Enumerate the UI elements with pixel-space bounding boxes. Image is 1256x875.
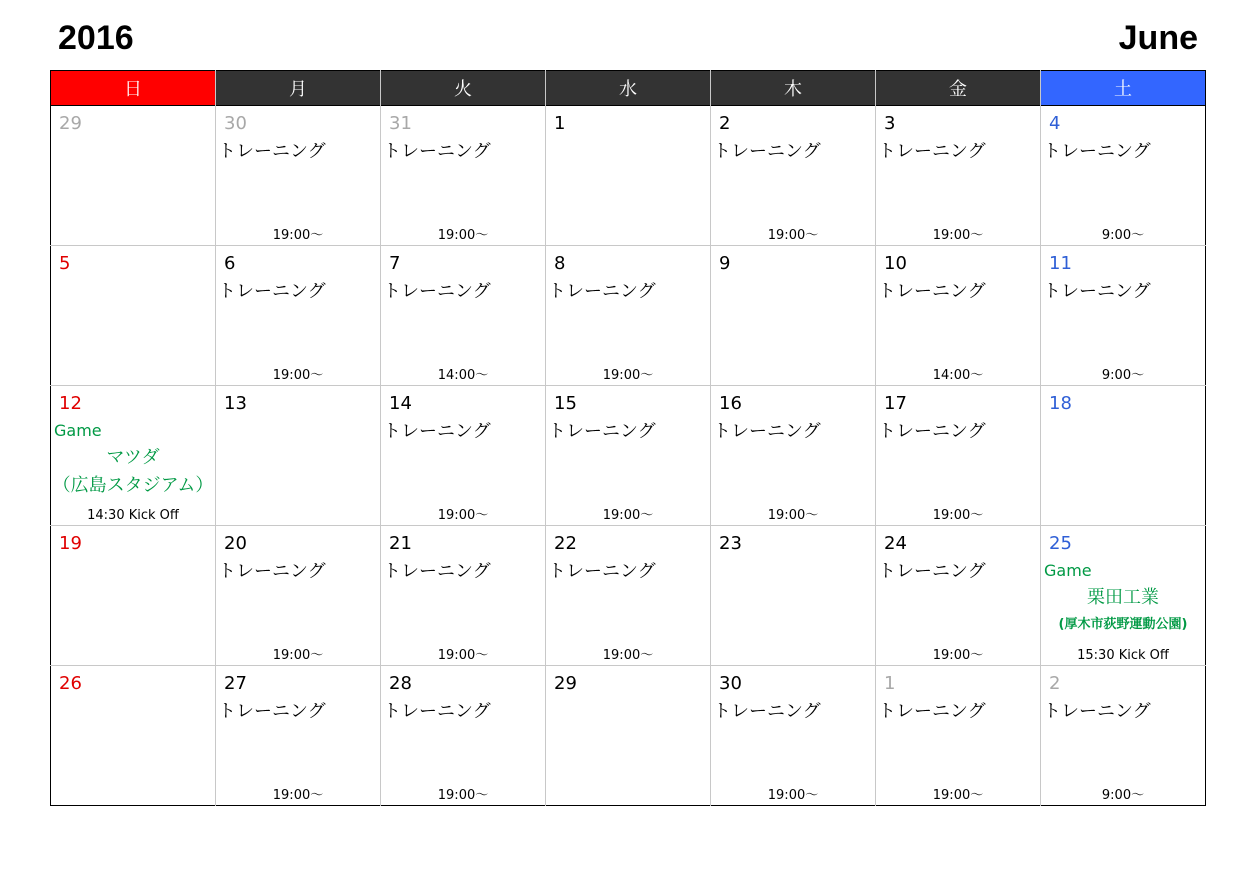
day-number: 25 <box>1049 533 1072 554</box>
event-time: 19:00〜 <box>602 648 654 663</box>
calendar-day-cell[interactable] <box>381 106 546 246</box>
event-time: 19:00〜 <box>602 508 654 523</box>
calendar-day-cell[interactable] <box>876 106 1041 246</box>
event-time: 19:00〜 <box>272 228 324 243</box>
day-number: 11 <box>1049 253 1072 274</box>
calendar-day-cell[interactable] <box>876 246 1041 386</box>
calendar-week-row <box>51 106 1206 246</box>
event-time: 19:00〜 <box>767 508 819 523</box>
calendar-day-cell[interactable] <box>51 526 216 666</box>
day-number: 17 <box>884 393 907 414</box>
training-event: トレーニング <box>218 561 326 582</box>
day-number: 7 <box>389 253 401 274</box>
day-number: 22 <box>554 533 577 554</box>
training-event: トレーニング <box>878 561 986 582</box>
day-number: 18 <box>1049 393 1072 414</box>
calendar-day-cell[interactable] <box>216 526 381 666</box>
weekday-header-row <box>51 71 1206 106</box>
day-number: 4 <box>1049 113 1061 134</box>
day-number: 8 <box>554 253 566 274</box>
day-number: 31 <box>389 113 412 134</box>
training-event: トレーニング <box>383 281 491 302</box>
event-time: 9:00〜 <box>1101 788 1145 803</box>
event-time: 19:00〜 <box>932 228 984 243</box>
event-time: 19:00〜 <box>437 788 489 803</box>
game-kickoff: 15:30 Kick Off <box>1077 648 1169 663</box>
weekday-wednesday: 水 <box>546 71 711 106</box>
event-time: 19:00〜 <box>932 648 984 663</box>
training-event: トレーニング <box>878 141 986 162</box>
calendar-day-cell[interactable] <box>381 246 546 386</box>
game-label: Game <box>54 421 102 440</box>
calendar-day-cell[interactable] <box>51 386 216 526</box>
calendar-day-cell[interactable] <box>1041 246 1206 386</box>
calendar-day-cell[interactable] <box>711 106 876 246</box>
weekday-saturday: 土 <box>1041 71 1206 106</box>
calendar-day-cell[interactable] <box>1041 666 1206 806</box>
calendar-day-cell[interactable] <box>711 386 876 526</box>
event-time: 9:00〜 <box>1101 368 1145 383</box>
calendar-body <box>51 106 1206 806</box>
day-number: 23 <box>719 533 742 554</box>
calendar-week-row <box>51 246 1206 386</box>
training-event: トレーニング <box>218 701 326 722</box>
training-event: トレーニング <box>548 281 656 302</box>
day-number: 9 <box>719 253 731 274</box>
training-event: トレーニング <box>218 281 326 302</box>
calendar-day-cell[interactable] <box>711 666 876 806</box>
training-event: トレーニング <box>878 701 986 722</box>
day-number: 13 <box>224 393 247 414</box>
year-title: 2016 <box>58 19 134 57</box>
game-venue: （広島スタジアム） <box>52 475 214 496</box>
event-time: 19:00〜 <box>767 228 819 243</box>
calendar-day-cell[interactable] <box>711 526 876 666</box>
day-number: 2 <box>719 113 731 134</box>
game-label: Game <box>1044 561 1092 580</box>
event-time: 19:00〜 <box>932 788 984 803</box>
weekday-thursday: 木 <box>711 71 876 106</box>
calendar-day-cell[interactable] <box>876 666 1041 806</box>
event-time: 19:00〜 <box>767 788 819 803</box>
day-number: 6 <box>224 253 236 274</box>
day-number: 28 <box>389 673 412 694</box>
training-event: トレーニング <box>218 141 326 162</box>
weekday-sunday: 日 <box>51 71 216 106</box>
day-number: 20 <box>224 533 247 554</box>
calendar-day-cell[interactable] <box>876 526 1041 666</box>
event-time: 19:00〜 <box>272 368 324 383</box>
calendar-day-cell[interactable] <box>546 246 711 386</box>
training-event: トレーニング <box>878 281 986 302</box>
event-time: 19:00〜 <box>437 648 489 663</box>
day-number: 1 <box>554 113 566 134</box>
day-number: 15 <box>554 393 577 414</box>
day-number: 29 <box>554 673 577 694</box>
event-time: 14:00〜 <box>932 368 984 383</box>
day-number: 1 <box>884 673 896 694</box>
event-time: 14:00〜 <box>437 368 489 383</box>
weekday-monday: 月 <box>216 71 381 106</box>
event-time: 19:00〜 <box>602 368 654 383</box>
calendar-day-cell[interactable] <box>51 666 216 806</box>
training-event: トレーニング <box>383 701 491 722</box>
training-event: トレーニング <box>878 421 986 442</box>
training-event: トレーニング <box>383 561 491 582</box>
calendar-day-cell[interactable] <box>216 386 381 526</box>
event-time: 19:00〜 <box>932 508 984 523</box>
training-event: トレーニング <box>713 141 821 162</box>
day-number: 12 <box>59 393 82 414</box>
calendar-day-cell[interactable] <box>381 666 546 806</box>
day-number: 30 <box>224 113 247 134</box>
event-time: 19:00〜 <box>437 228 489 243</box>
calendar-week-row <box>51 526 1206 666</box>
calendar-day-cell[interactable] <box>1041 526 1206 666</box>
day-number: 27 <box>224 673 247 694</box>
training-event: トレーニング <box>1043 281 1151 302</box>
day-number: 30 <box>719 673 742 694</box>
calendar-day-cell[interactable] <box>711 246 876 386</box>
calendar-week-row <box>51 386 1206 526</box>
training-event: トレーニング <box>383 141 491 162</box>
month-title: June <box>1118 19 1198 57</box>
weekday-friday: 金 <box>876 71 1041 106</box>
day-number: 16 <box>719 393 742 414</box>
calendar-day-cell[interactable] <box>876 386 1041 526</box>
calendar-day-cell[interactable] <box>381 386 546 526</box>
day-number: 5 <box>59 253 71 274</box>
game-opponent: 栗田工業 <box>1087 587 1159 608</box>
game-kickoff: 14:30 Kick Off <box>87 508 179 523</box>
training-event: トレーニング <box>1043 141 1151 162</box>
game-opponent: マツダ <box>106 447 160 468</box>
training-event: トレーニング <box>713 421 821 442</box>
calendar-day-cell[interactable] <box>546 386 711 526</box>
calendar-day-cell[interactable] <box>216 666 381 806</box>
game-venue: (厚木市荻野運動公園) <box>1058 617 1188 632</box>
training-event: トレーニング <box>713 701 821 722</box>
calendar-day-cell[interactable] <box>1041 386 1206 526</box>
event-time: 9:00〜 <box>1101 228 1145 243</box>
day-number: 10 <box>884 253 907 274</box>
day-number: 19 <box>59 533 82 554</box>
day-number: 26 <box>59 673 82 694</box>
training-event: トレーニング <box>548 561 656 582</box>
day-number: 21 <box>389 533 412 554</box>
calendar-grid <box>50 70 1206 806</box>
event-time: 19:00〜 <box>272 788 324 803</box>
training-event: トレーニング <box>1043 701 1151 722</box>
calendar-day-cell[interactable] <box>1041 106 1206 246</box>
day-number: 14 <box>389 393 412 414</box>
day-number: 2 <box>1049 673 1061 694</box>
day-number: 24 <box>884 533 907 554</box>
training-event: トレーニング <box>548 421 656 442</box>
day-number: 3 <box>884 113 896 134</box>
calendar-day-cell[interactable] <box>216 106 381 246</box>
day-number: 29 <box>59 113 82 134</box>
event-time: 19:00〜 <box>437 508 489 523</box>
calendar-day-cell[interactable] <box>546 526 711 666</box>
calendar-day-cell[interactable] <box>546 106 711 246</box>
calendar-day-cell[interactable] <box>51 106 216 246</box>
calendar-day-cell[interactable] <box>216 246 381 386</box>
training-event: トレーニング <box>383 421 491 442</box>
event-time: 19:00〜 <box>272 648 324 663</box>
calendar-day-cell[interactable] <box>51 246 216 386</box>
calendar-week-row <box>51 666 1206 806</box>
calendar-day-cell[interactable] <box>381 526 546 666</box>
calendar-day-cell[interactable] <box>546 666 711 806</box>
weekday-tuesday: 火 <box>381 71 546 106</box>
